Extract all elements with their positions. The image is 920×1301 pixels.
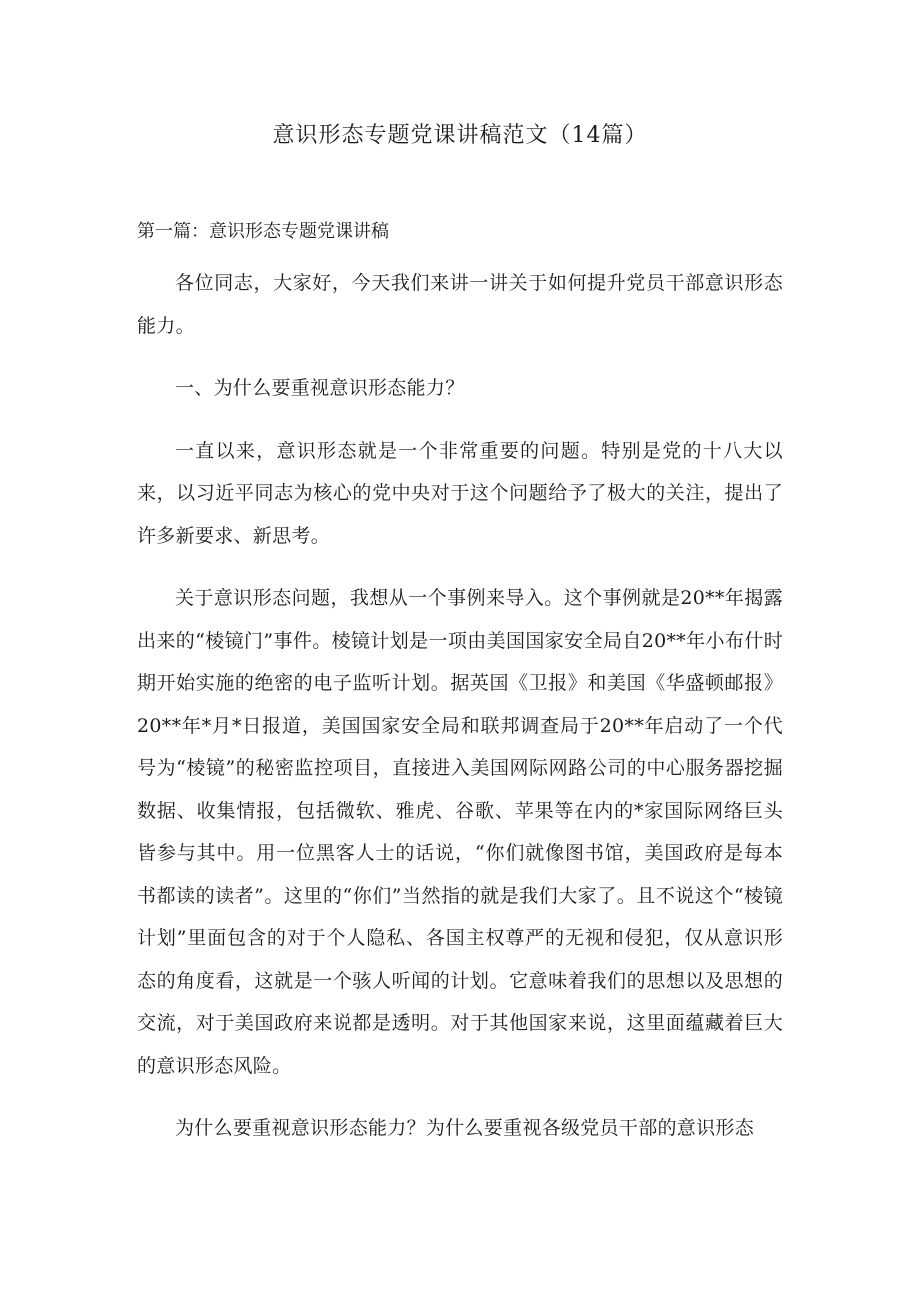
paragraph-prism-case: 关于意识形态问题，我想从一个事例来导入。这个事例就是20**年揭露出来的“棱镜门”事件。棱镜计划是一项由美国国家安全局自20**年小布什时期开始实施的绝密的电子监听计划。据英国《卫报》和美国《华盛顿邮报》20**年*月*日报道，美国国家安全局和联邦调查局于20**年启动了一个代号为“棱镜”的秘密监控项目，直接进入美国网际网路公司的中心服务器挖掘数据、收集情报，包括微软、雅虎、谷歌、苹果等在内的*家国际网络巨头皆参与其中。用一位黑客人士的话说，“你们就像图书馆，美国政府是每本书都读的读者”。这里的“你们”当然指的就是我们大家了。且不说这个“棱镜计划”里面包含的对于个人隐私、各国主权尊严的无视和侵犯，仅从意识形态的角度看，这就是一个骇人听闻的计划。它意味着我们的思想以及思想的交流，对于美国政府来说都是透明。对于其他国家来说，这里面蕴藏着巨大的意识形态风险。 [137, 587, 783, 1077]
document-title: 意识形态专题党课讲稿范文（14篇） [272, 123, 648, 148]
document-body [137, 262, 783, 1150]
section-heading: 第一篇：意识形态专题党课讲稿 [137, 221, 389, 242]
paragraph-question: 为什么要重视意识形态能力？为什么要重视各级党员干部的意识形态 [175, 1117, 755, 1139]
paragraph-subheading: 一、为什么要重视意识形态能力？ [175, 377, 465, 399]
paragraph-greeting: 各位同志，大家好，今天我们来讲一讲关于如何提升党员干部意识形态能力。 [137, 272, 783, 337]
paragraph-intro: 一直以来，意识形态就是一个非常重要的问题。特别是党的十八大以来，以习近平同志为核心的党中央对于这个问题给予了极大的关注，提出了许多新要求、新思考。 [137, 439, 783, 547]
